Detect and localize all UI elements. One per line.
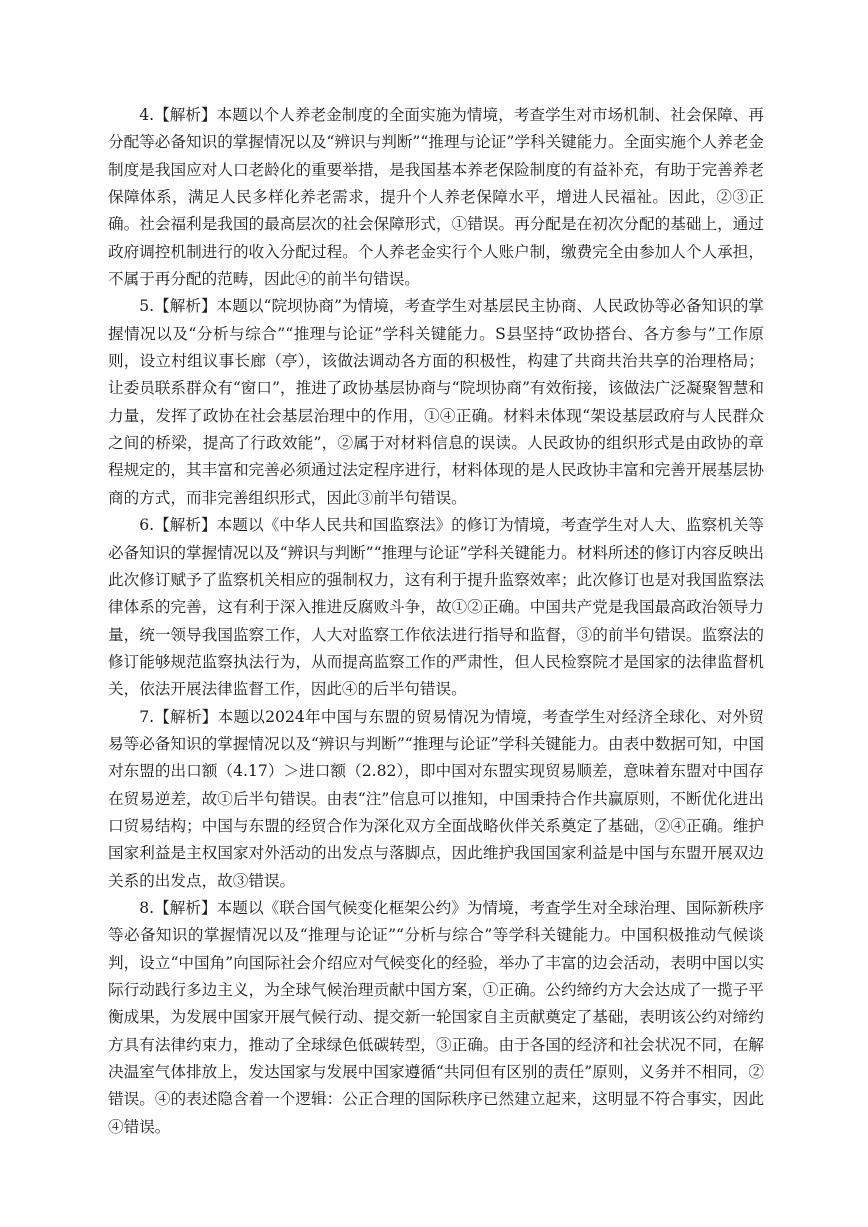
explanation-q8: 8.【解析】本题以《联合国气候变化框架公约》为情境，考查学生对全球治理、国际新秩序等必备知识的掌握情况以及“推理与论证”“分析与综合”等学科关键能力。中国积极推动气候谈判，设立“中国角”向国际社会介绍应对气候变化的经验，举办了丰富的边会活动，表明中国以实际行动践行多边主义，为全球气候治理贡献中国方案，①正确。公约缔约方大会达成了一揽子平衡成果，为发展中国家开展气候行动、提交新一轮国家自主贡献奠定了基础，表明该公约对缔约方具有法律约束力，推动了全球绿色低碳转型，③正确。由于各国的经济和社会状况不同，在解决温室气体排放上，发达国家与发展中国家遵循“共同但有区别的责任”原则，义务并不相同，②错误。④的表述隐含着一个逻辑：公正合理的国际秩序已然建立起来，这明显不符合事实，因此④错误。 — [108, 898, 764, 1136]
explanation-q5: 5.【解析】本题以“院坝协商”为情境，考查学生对基层民主协商、人民政协等必备知识的掌握情况以及“分析与综合”“推理与论证”学科关键能力。S县坚持“政协搭台、各方参与”工作原则，设立村组议事长廊（亭），该做法调动各方面的积极性，构建了共商共治共享的治理格局；让委员联系群众有“窗口”，推进了政协基层协商与“院坝协商”有效衔接，该做法广泛凝聚智慧和力量，发挥了政协在社会基层治理中的作用，①④正确。材料未体现“架设基层政府与人民群众之间的桥梁，提高了行政效能”，②属于对材料信息的误读。人民政协的组织形式是由政协的章程规定的，其丰富和完善必须通过法定程序进行，材料体现的是人民政协丰富和完善开展基层协商的方式，而非完善组织形式，因此③前半句错误。 — [108, 297, 764, 507]
explanation-q7: 7.【解析】本题以2024年中国与东盟的贸易情况为情境，考查学生对经济全球化、对外贸易等必备知识的掌握情况以及“辨识与判断”“推理与论证”学科关键能力。由表中数据可知，中国对东盟的出口额（4.17）＞进口额（2.82），即中国对东盟实现贸易顺差，意味着东盟对中国存在贸易逆差，故①后半句错误。由表“注”信息可以推知，中国秉持合作共赢原则，不断优化进出口贸易结构；中国与东盟的经贸合作为深化双方全面战略伙伴关系奠定了基础，②④正确。维护国家利益是主权国家对外活动的出发点与落脚点，因此维护我国国家利益是中国与东盟开展双边关系的出发点，故③错误。 — [108, 707, 764, 890]
explanation-q4: 4.【解析】本题以个人养老金制度的全面实施为情境，考查学生对市场机制、社会保障、再分配等必备知识的掌握情况以及“辨识与判断”“推理与论证”学科关键能力。全面实施个人养老金制度是我国应对人口老龄化的重要举措，是我国基本养老保险制度的有益补充，有助于完善养老保障体系，满足人民多样化养老需求，提升个人养老保障水平，增进人民福祉。因此，②③正确。社会福利是我国的最高层次的社会保障形式，①错误。再分配是在初次分配的基础上，通过政府调控机制进行的收入分配过程。个人养老金实行个人账户制，缴费完全由参加人个人承担，不属于再分配的范畴，因此④的前半句错误。 — [108, 106, 764, 289]
answer-explanations — [108, 102, 764, 1141]
explanation-q6: 6.【解析】本题以《中华人民共和国监察法》的修订为情境，考查学生对人大、监察机关等必备知识的掌握情况以及“辨识与判断”“推理与论证”学科关键能力。材料所述的修订内容反映出此次修订赋予了监察机关相应的强制权力，这有利于提升监察效率；此次修订也是对我国监察法律体系的完善，这有利于深入推进反腐败斗争，故①②正确。中国共产党是我国最高政治领导力量，统一领导我国监察工作，人大对监察工作依法进行指导和监督，③的前半句错误。监察法的修订能够规范监察执法行为，从而提高监察工作的严肃性，但人民检察院才是国家的法律监督机关，依法开展法律监督工作，因此④的后半句错误。 — [108, 516, 764, 699]
